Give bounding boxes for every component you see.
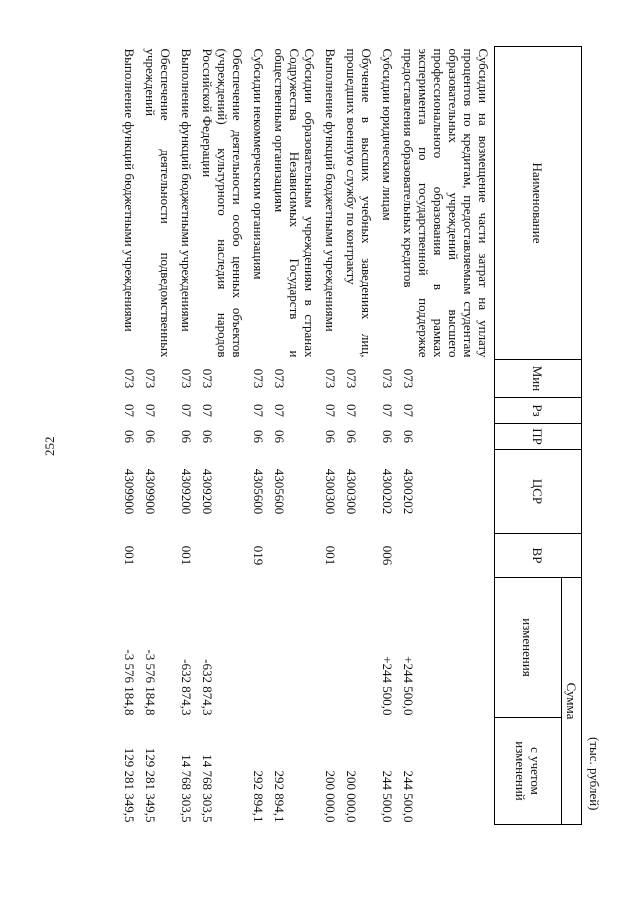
- row-pr: 06: [380, 430, 395, 443]
- row-total: 129 281 349,5: [122, 747, 137, 823]
- header-sum: Сумма: [562, 578, 582, 825]
- row-min: 073: [380, 368, 395, 389]
- row-min: 073: [122, 368, 137, 389]
- row-min: 073: [401, 368, 416, 389]
- table-row: [140, 47, 176, 825]
- row-name: Выполнение функций бюджетными учреждениями: [179, 48, 194, 332]
- row-csr: 4300300: [344, 468, 359, 515]
- row-change: [320, 578, 341, 718]
- row-pr: 06: [401, 430, 416, 443]
- row-pr: 06: [200, 430, 215, 443]
- row-vr: 001: [179, 545, 194, 566]
- row-name: Обучение в высших учебных заведениях лиц, прошедших военную службу по контракту: [344, 48, 374, 358]
- row-total: 244 500,0: [380, 770, 395, 823]
- row-csr: 4300202: [380, 468, 395, 515]
- row-csr: 4309200: [200, 468, 215, 515]
- row-name: Субсидии образовательным учреждениям в странах Содружества Независимых Государств и общественным организациям: [272, 48, 317, 358]
- row-name: Субсидии юридическим лицам: [380, 48, 395, 221]
- row-vr: [140, 534, 176, 578]
- row-min: 073: [179, 368, 194, 389]
- header-pr: ПР: [495, 424, 582, 450]
- header-min: Мин: [495, 360, 582, 398]
- table-row: [119, 47, 140, 825]
- row-change: -3 576 184,8: [143, 649, 158, 716]
- row-name: Обеспечение деятельности подведомственных учреждений: [143, 48, 173, 358]
- row-name: Обеспечение деятельности особо ценных объектов (учреждений) культурного наследия народов Российской Федерации: [200, 48, 245, 358]
- row-total: 14 768 303,5: [179, 754, 194, 823]
- row-pr: 06: [323, 430, 338, 443]
- row-total: 244 500,0: [401, 770, 416, 823]
- row-total: 129 281 349,5: [143, 747, 158, 823]
- table-row: [269, 47, 320, 825]
- table-row: [398, 47, 495, 825]
- table-row: [341, 47, 377, 825]
- row-rz: 07: [323, 404, 338, 417]
- row-pr: 06: [143, 430, 158, 443]
- row-min: 073: [272, 368, 287, 389]
- row-change: [248, 578, 269, 718]
- table-row: [197, 47, 248, 825]
- budget-table: [119, 46, 582, 825]
- table-body: [119, 47, 495, 825]
- row-min: 073: [323, 368, 338, 389]
- row-change: [341, 578, 377, 718]
- header-change: изменения: [495, 578, 562, 718]
- row-total: 200 000,0: [323, 770, 338, 823]
- table-row: [176, 47, 197, 825]
- row-csr: 4309200: [179, 468, 194, 515]
- row-pr: 06: [344, 430, 359, 443]
- row-total: 292 894,1: [251, 770, 266, 823]
- header-csr: ЦСР: [495, 450, 582, 534]
- table-row: [248, 47, 269, 825]
- table-row: [377, 47, 398, 825]
- row-rz: 07: [344, 404, 359, 417]
- header-row: [562, 47, 582, 825]
- row-vr: [197, 534, 248, 578]
- row-vr: 001: [323, 545, 338, 566]
- row-vr: 001: [122, 545, 137, 566]
- row-name: Выполнение функций бюджетными учреждениями: [122, 48, 137, 332]
- row-csr: 4300300: [323, 468, 338, 515]
- row-vr: 019: [251, 545, 266, 566]
- row-pr: 06: [122, 430, 137, 443]
- row-pr: 06: [179, 430, 194, 443]
- row-vr: [269, 534, 320, 578]
- row-change: -632 874,3: [179, 659, 194, 716]
- table-row: [320, 47, 341, 825]
- row-csr: 4309900: [122, 468, 137, 515]
- row-vr: 006: [380, 545, 395, 566]
- row-vr: [341, 534, 377, 578]
- row-rz: 07: [251, 404, 266, 417]
- row-csr: 4305600: [251, 468, 266, 515]
- header-total: с учетом изменений: [495, 718, 562, 825]
- row-change: [269, 578, 320, 718]
- row-total: 14 768 303,5: [200, 754, 215, 823]
- header-name: Наименование: [495, 47, 582, 360]
- row-rz: 07: [200, 404, 215, 417]
- page-number: 252: [42, 436, 57, 456]
- header-vr: ВР: [495, 534, 582, 578]
- row-pr: 06: [251, 430, 266, 443]
- row-min: 073: [251, 368, 266, 389]
- row-total: 200 000,0: [344, 770, 359, 823]
- row-name: Субсидии некоммерческим организациям: [251, 48, 266, 280]
- units-label: (тыс. рублей): [587, 737, 602, 811]
- row-rz: 07: [122, 404, 137, 417]
- row-name: Выполнение функций бюджетными учреждениями: [323, 48, 338, 332]
- row-rz: 07: [272, 404, 287, 417]
- row-change: +244 500,0: [380, 656, 395, 716]
- row-rz: 07: [179, 404, 194, 417]
- row-total: 292 894,1: [272, 770, 287, 823]
- row-csr: 4309900: [143, 468, 158, 515]
- row-rz: 07: [401, 404, 416, 417]
- row-min: 073: [344, 368, 359, 389]
- row-change: +244 500,0: [401, 656, 416, 716]
- row-csr: 4300202: [401, 468, 416, 515]
- row-change: -632 874,3: [200, 659, 215, 716]
- row-csr: 4305600: [272, 468, 287, 515]
- header-rz: Рз: [495, 398, 582, 424]
- row-min: 073: [200, 368, 215, 389]
- row-name: Субсидии на возмещение части затрат на уплату процентов по кредитам, предоставляемым студентам образовательных учреждений высшего профессионального образования в рамках эксперимента по государственной поддержке предоставления образовательных кредитов: [401, 48, 491, 358]
- row-change: -3 576 184,8: [122, 649, 137, 716]
- row-vr: [398, 534, 495, 578]
- row-rz: 07: [143, 404, 158, 417]
- row-pr: 06: [272, 430, 287, 443]
- row-rz: 07: [380, 404, 395, 417]
- row-min: 073: [143, 368, 158, 389]
